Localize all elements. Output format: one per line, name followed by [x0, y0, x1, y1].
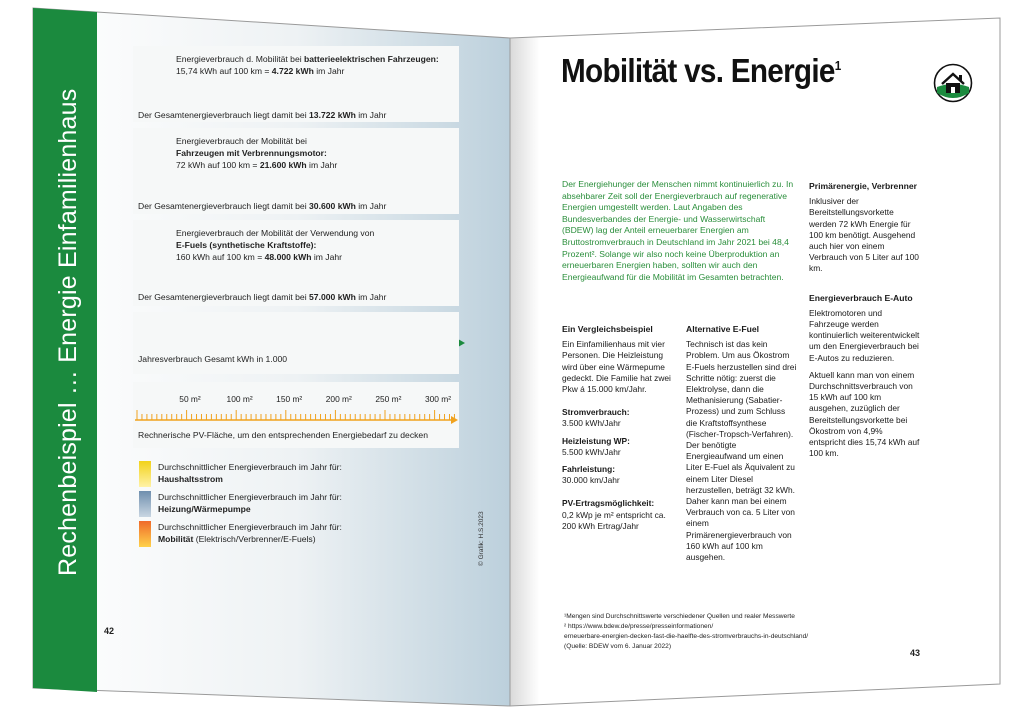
pv-tick-label: 100 m² [226, 394, 253, 404]
column-efuel [686, 324, 798, 569]
pv-tick-label: 300 m² [424, 394, 452, 404]
axis-caption: Jahresverbrauch Gesamt kWh in 1.000 [138, 354, 288, 364]
eauto-heading: Energieverbrauch E-Auto [809, 292, 913, 303]
fahrleistung-label: Fahrleistung: [562, 464, 616, 475]
pv-caption: Rechnerische PV-Fläche, um den entsprechenden Energiebedarf zu decken [138, 430, 428, 440]
legend-swatch-haushalt [139, 461, 151, 487]
efuel-line2: E-Fuels (synthetische Kraftstoffe): [176, 240, 317, 250]
legend-haushalt-label: Haushaltsstrom [158, 474, 223, 484]
footnote-2-url: erneuerbare-energien-decken-fast-die-haelfte-des-stromverbrauchs-in-deutschland/ [564, 633, 809, 640]
ev-total: Der Gesamtenergieverbrauch liegt damit bei 13.722 kWh im Jahr [138, 110, 387, 120]
stromverbrauch-value: 3.500 kWh/Jahr [562, 418, 621, 429]
vergleich-heading: Ein Vergleichsbeispiel [562, 324, 653, 334]
efuel-line3: 160 kWh auf 100 km = 48.000 kWh im Jahr [176, 252, 342, 262]
spine-title: Rechenbeispiel … Energie Einfamilienhaus [54, 88, 82, 576]
page-title: Mobilität vs. Energie$^1$ [561, 52, 841, 89]
pv-tick-label: 150 m² [276, 394, 303, 404]
ev-line1: Energieverbrauch d. Mobilität bei batterieelektrischen Fahrzeugen: [176, 54, 439, 64]
column-vergleich [562, 324, 674, 538]
legend-heizung-line1: Durchschnittlicher Energieverbrauch im Jahr für: [158, 492, 342, 502]
pv-ertrag-label: PV-Ertragsmöglichkeit: [562, 498, 655, 509]
efuel-line1: Energieverbrauch der Mobilität der Verwendung von [176, 228, 375, 238]
legend-haushalt-line1: Durchschnittlicher Energieverbrauch im Jahr für: [158, 462, 342, 472]
legend-mobilitaet-line1: Durchschnittlicher Energieverbrauch im Jahr für: [158, 522, 342, 532]
stromverbrauch-label: Stromverbrauch: [562, 407, 630, 418]
efuel-total: Der Gesamtenergieverbrauch liegt damit bei 57.000 kWh im Jahr [138, 292, 387, 302]
eauto-text2: Aktuell kann man von einem Durchschnittsverbrauch von 15 kWh auf 100 km ausgehen, zuzüglich der Bereitstellungsvorkette bei Ökostrom von 4,9% entspricht dies 15,74 kWh auf 100 km. [809, 369, 920, 459]
axis-arrow [458, 339, 465, 347]
heizleistung-label: Heizleistung WP: [562, 435, 630, 446]
pv-tick-label: 200 m² [325, 394, 352, 404]
heizleistung-value: 5.500 kWh/Jahr [562, 446, 621, 457]
legend-mobilitaet-label: Mobilität (Elektrisch/Verbrenner/E-Fuels) [158, 534, 316, 544]
efuel-heading: Alternative E-Fuel [686, 324, 760, 334]
primaerenergie-text: Inklusiver der Bereitstellungsvorkette werden 72 kWh Energie für 100 km benötigt. Ausgehend auch hier von einem Verbrauch von 5 Liter auf 100 km. [809, 196, 919, 274]
graphic-credit: © Grafik: H.S.2023 [478, 511, 485, 566]
ice-line1: Energieverbrauch der Mobilität bei [176, 136, 307, 146]
legend-heizung-label: Heizung/Wärmepumpe [158, 504, 251, 514]
column-primaerenergie [809, 181, 921, 465]
ice-total: Der Gesamtenergieverbrauch liegt damit bei 30.600 kWh im Jahr [138, 201, 387, 211]
intro-paragraph: Der Energiehunger der Menschen nimmt kontinuierlich zu. In absehbarer Zeit soll der Energieverbrauch auf regenerative Energien umgestellt werden. Laut Angaben des Bundesverbandes der Energie- und Wasserwirtschaft (BDEW) lag der Anteil erneuerbarer Energien am Bruttostromverbrauch in Deutschland im Jahr 2021 bei 48,4 Prozent². Solange wir also noch keine Überproduktion an erneuerbaren Energien haben, sollten wir auch den Energieaufwand für die Mobilität im Gesamten betrachten. [562, 179, 794, 282]
footnote-1: ¹Mengen sind Durchschnittswerte verschiedener Quellen und realer Messwerte [564, 613, 795, 620]
ice-line3: 72 kWh auf 100 km = 21.600 kWh im Jahr [176, 160, 338, 170]
legend-swatch-heizung [139, 491, 151, 517]
primaerenergie-heading: Primärenergie, Verbrenner [809, 181, 917, 191]
pv-tick-label: 250 m² [375, 394, 402, 404]
legend-swatch-mobilitaet [139, 521, 151, 547]
ev-line2: 15,74 kWh auf 100 km = 4.722 kWh im Jahr [176, 66, 345, 76]
efuel-text: Technisch ist das kein Problem. Um aus Ökostrom E-Fuels herzustellen sind drei Schritte nötig: zuerst die Elektrolyse, dann die Methanisierung (Sabatier-Prozess) und zum Schluss die Kraftstoffsynthese (Fischer-Tropsch-Verfahren). Der benötigte Energieaufwand um einen Liter E-Fuel als Äquivalent zu einem Liter Diesel herzustellen, beträgt 32 kWh. Daher kann man bei einem Verbrauch von ca. 5 Liter von einem Primärenergieverbrauch von 160 kWh auf 100 km ausgehen. [686, 339, 797, 563]
vergleich-text: Ein Einfamilienhaus mit vier Personen. Die Heizleistung wird über eine Wärmepume gedeckt. Die Familie hat zwei Pkw á 15.000 km/Jahr. [562, 339, 671, 395]
fahrleistung-value: 30.000 km/Jahr [562, 475, 620, 486]
pv-tick-label: 50 m² [179, 394, 201, 404]
pv-ertrag-value: 0,2 kWp je m² entspricht ca. 200 kWh Ertrag/Jahr [562, 509, 666, 531]
ice-line2: Fahrzeugen mit Verbrennungsmotor: [176, 148, 327, 158]
eauto-text: Elektromotoren und Fahrzeuge werden kontinuierlich weiterentwickelt um den Energieverbrauch bei E-Autos zu reduzieren. [809, 307, 920, 363]
house-logo-icon [933, 63, 973, 103]
footnotes [564, 612, 864, 652]
right-page-number: 43 [910, 648, 921, 658]
left-page-number: 42 [104, 626, 115, 636]
footnote-2: ² https://www.bdew.de/presse/presseinformationen/ [564, 623, 714, 630]
footnote-source: (Quelle: BDEW vom 6. Januar 2022) [564, 643, 672, 650]
